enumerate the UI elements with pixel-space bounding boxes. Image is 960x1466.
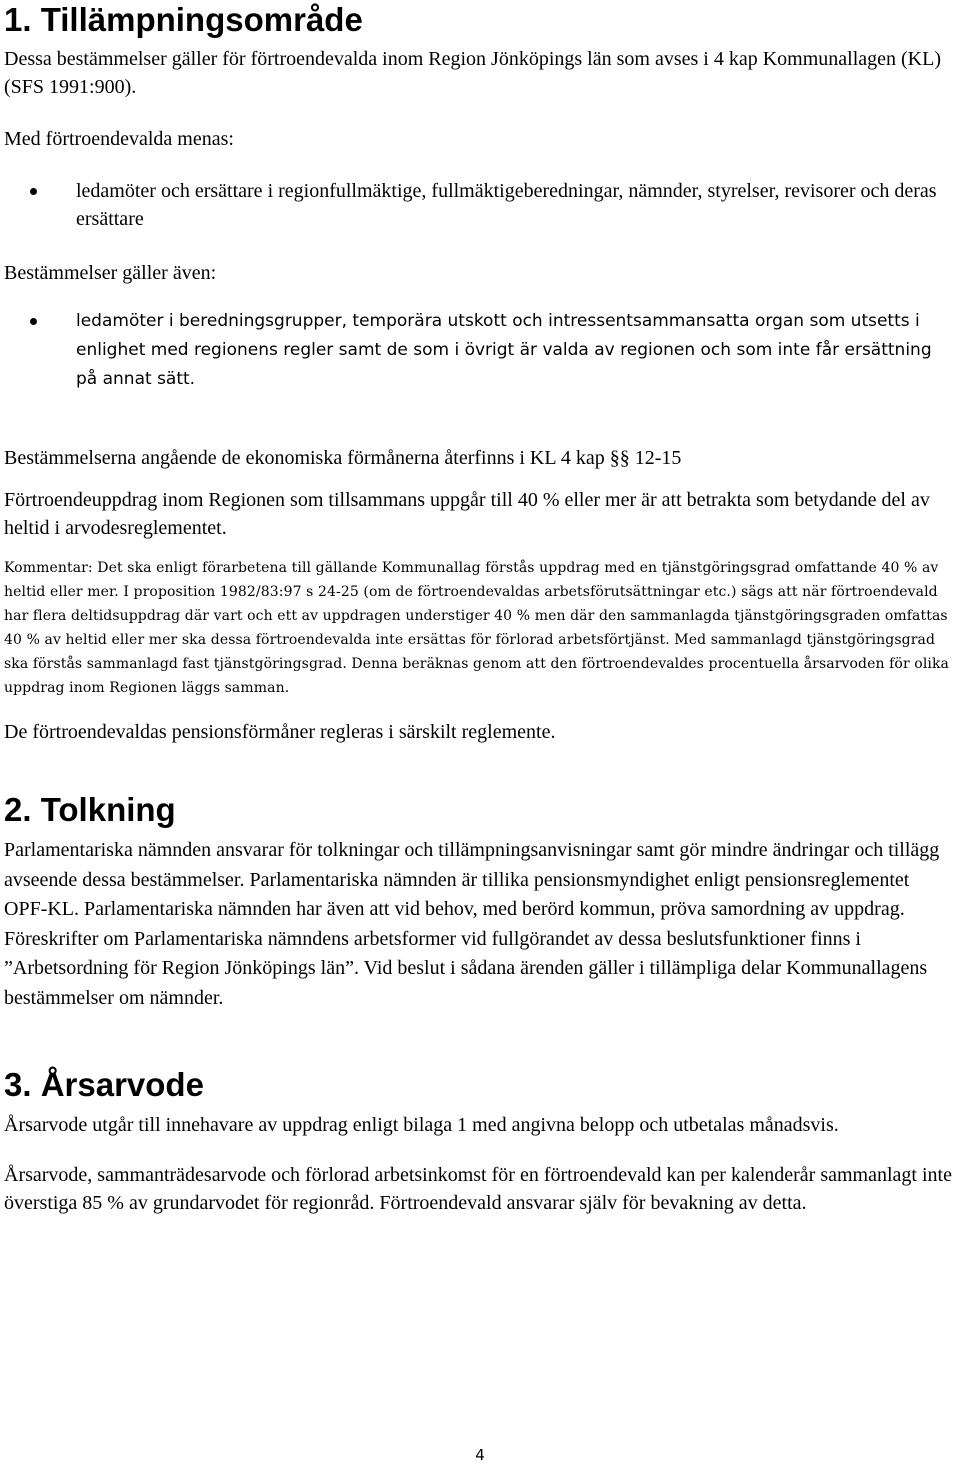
tolkning-paragraph: Parlamentariska nämnden ansvarar för tolkningar och tillämpningsanvisningar samt gör mindre ändringar och tillägg avseende dessa bestämmelser. Parlamentariska nämnden är tillika pensionsmyndighet enligt pensionsreglementet OPF-KL. Parlamentariska nämnden har även att vid behov, med berörd kommun, pröva samordning av uppdrag. Föreskrifter om Parlamentariska nämndens arbetsformer vid fullgörandet av dessa beslutsfunktioner finns i ”Arbetsordning för Region Jönköpings län”. Vid beslut i sådana ärenden gäller i tillämpliga delar Kommunallagens bestämmelser om nämnder. <box>4 839 940 1009</box>
section-heading-3: 3. Årsarvode <box>4 1066 204 1103</box>
bullet-text: ledamöter och ersättare i regionfullmäktige, fullmäktigeberedningar, nämnder, styrelser, revisorer och deras ersättare <box>76 180 937 230</box>
section-heading-1: 1. Tillämpningsområde <box>4 1 363 38</box>
ekonomiska-paragraph: Bestämmelserna angående de ekonomiska förmånerna återfinns i KL 4 kap §§ 12-15 <box>4 447 682 469</box>
pension-paragraph: De förtroendevaldas pensionsförmåner regleras i särskilt reglemente. <box>4 721 556 743</box>
bullet-item <box>4 307 954 394</box>
bullet-text: ledamöter i beredningsgrupper, temporära utskott och intressentsammansatta organ som utsetts i enlighet med regionens regler samt de som i övrigt är valda av regionen och som inte får ersättning på annat sätt. <box>76 311 932 389</box>
definition-label: Med förtroendevalda menas: <box>4 128 234 150</box>
intro-paragraph: Dessa bestämmelser gäller för förtroendevalda inom Region Jönköpings län som avses i 4 kap Kommunallagen (KL) (SFS 1991:900). <box>4 48 941 98</box>
bullet-icon <box>30 318 37 325</box>
heltid-paragraph: Förtroendeuppdrag inom Regionen som tillsammans uppgår till 40 % eller mer är att betrakta som betydande del av heltid i arvodesreglementet. <box>4 489 930 539</box>
also-label: Bestämmelser gäller även: <box>4 262 217 284</box>
arsarvode-paragraph-1: Årsarvode utgår till innehavare av uppdrag enligt bilaga 1 med angivna belopp och utbetalas månadsvis. <box>4 1114 839 1136</box>
kommentar-paragraph: Kommentar: Det ska enligt förarbetena till gällande Kommunallag förstås uppdrag med en tjänstgöringsgrad omfattande 40 % av heltid eller mer. I proposition 1982/83:97 s 24-25 (om de förtroendevaldas arbetsförutsättningar etc.) sägs att när förtroendevald har flera deltidsuppdrag där vart och ett av uppdragen understiger 40 % men där den sammanlagda tjänstgöringsgraden omfattas 40 % av heltid eller mer ska dessa förtroendevalda inte ersättas för förlorad arbetsförtjänst. Med sammanlagd tjänstgöringsgrad ska förstås sammanlagd fast tjänstgöringsgrad. Denna beräknas genom att den förtroendevaldes procentuella årsarvoden för olika uppdrag inom Regionen läggs samman. <box>4 560 950 696</box>
document-page <box>4 0 954 1217</box>
bullet-item <box>4 177 954 233</box>
page-number: 4 <box>475 1446 485 1464</box>
bullet-icon <box>30 188 37 195</box>
arsarvode-paragraph-2: Årsarvode, sammanträdesarvode och förlorad arbetsinkomst för en förtroendevald kan per kalenderår sammanlagt inte överstiga 85 % av grundarvodet för regionråd. Förtroendevald ansvarar själv för bevakning av detta. <box>4 1164 952 1214</box>
section-heading-2: 2. Tolkning <box>4 791 176 828</box>
